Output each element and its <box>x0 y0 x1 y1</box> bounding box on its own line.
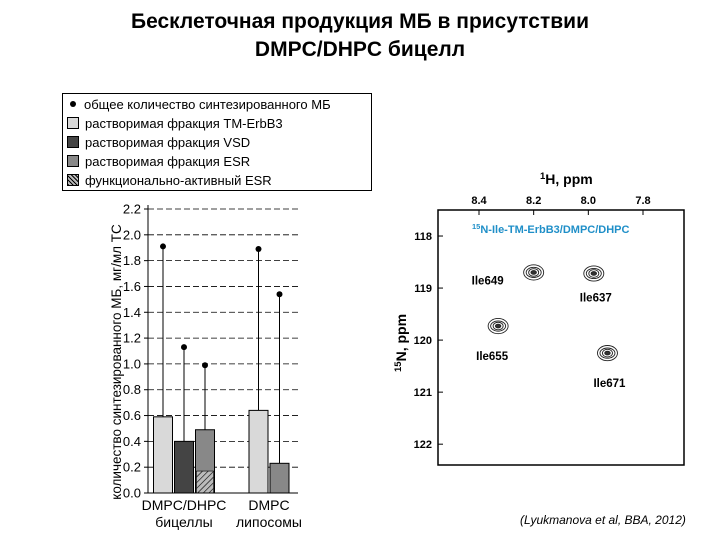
y-tick-label: 0.0 <box>122 485 141 501</box>
x-tick-label: 8.4 <box>471 195 487 207</box>
x-tick-label: 8.2 <box>526 195 542 207</box>
bar-chart <box>109 202 302 531</box>
y-tick-label: 0.6 <box>122 408 141 424</box>
y-tick-label: 1.0 <box>122 356 141 372</box>
y-tick-label: 1.4 <box>122 304 141 320</box>
legend-label: растворимая фракция VSD <box>85 134 251 150</box>
citation: (Lyukmanova et al, BBA, 2012) <box>520 513 686 527</box>
legend-label: функционально-активный ESR <box>85 172 272 188</box>
y-tick-label: 120 <box>413 335 432 348</box>
y-tick-label: 2.2 <box>122 201 141 217</box>
x-tick-label: 8.0 <box>580 195 596 207</box>
peak-contour <box>495 324 501 328</box>
group-1-label-line-1: DMPC/DHPC <box>141 497 227 513</box>
group-1-label-line-2: бицеллы <box>155 514 213 530</box>
y-tick-label: 1.6 <box>122 278 141 294</box>
y-tick-label: 121 <box>413 387 432 400</box>
y-tick-label: 1.8 <box>122 253 141 269</box>
bar-chart-bars <box>148 243 298 493</box>
spectrum-x-label: $^1$H, ppm <box>540 171 593 187</box>
total-amount-dot <box>160 243 166 249</box>
bar-active-esr <box>197 471 214 493</box>
total-amount-dot <box>202 362 208 368</box>
y-tick-label: 0.8 <box>122 382 141 398</box>
bar-chart-y-label: количество синтезированного МБ, мг/мл ТС <box>109 224 124 500</box>
legend-label: растворимая фракция ESR <box>85 153 251 169</box>
y-tick-label: 1.2 <box>122 330 141 346</box>
total-amount-dot <box>181 344 187 350</box>
peak-contour <box>531 271 537 275</box>
peak-label: Ile637 <box>579 292 612 305</box>
title-line-2: DMPC/DHPC бицелл <box>254 38 466 61</box>
y-tick-label: 0.4 <box>122 433 141 449</box>
bar-tm-erbb3 <box>249 410 268 493</box>
y-tick-label: 0.2 <box>122 459 141 475</box>
total-amount-dot <box>256 246 262 252</box>
y-tick-label: 122 <box>413 439 432 452</box>
spectrum-y-label: $^{15}$N, ppm <box>393 313 409 372</box>
peak-contour <box>605 351 611 355</box>
peak-label: Ile649 <box>471 275 504 288</box>
bar-tm-erbb3 <box>154 417 173 493</box>
y-tick-label: 119 <box>414 283 432 296</box>
peak-contour <box>591 272 597 276</box>
y-tick-label: 2.0 <box>122 227 141 243</box>
bar-chart-y-ticks <box>123 202 148 501</box>
bar-vsd <box>175 441 194 493</box>
spectrum-frame <box>438 210 684 465</box>
bar-vsd <box>270 463 289 493</box>
group-2-label-line-2: липосомы <box>236 514 302 530</box>
total-amount-dot <box>277 291 283 297</box>
peak-label: Ile655 <box>476 351 509 364</box>
y-tick-label: 118 <box>414 231 432 244</box>
group-2-label-line-1: DMPC <box>248 497 290 513</box>
legend-label: растворимая фракция TM-ErbB3 <box>85 115 283 131</box>
nmr-spectrum <box>393 171 684 465</box>
x-tick-label: 7.8 <box>635 195 651 207</box>
peak-label: Ile671 <box>593 378 626 391</box>
legend-label: общее количество синтезированного МБ <box>84 96 331 112</box>
spectrum-title: $^{15}$N-Ile-TM-ErbB3/DMPC/DHPC <box>472 222 630 236</box>
title-line-1: Бесклеточная продукция МБ в присутствии <box>130 10 589 33</box>
